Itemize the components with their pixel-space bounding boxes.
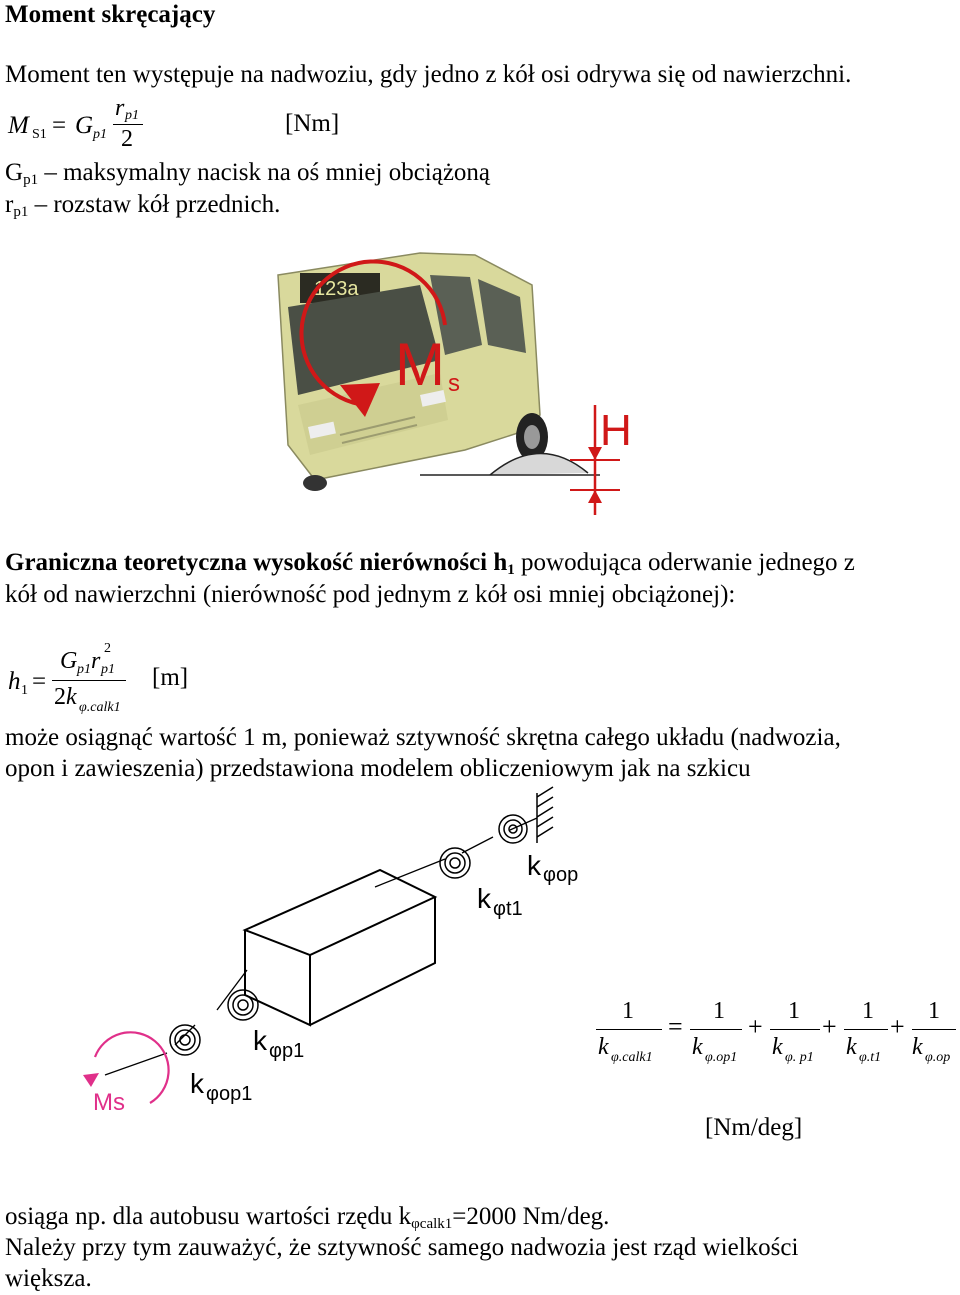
moment-sub: s xyxy=(448,370,460,397)
f3-k-4: k xyxy=(912,1034,923,1060)
formula2-h: h xyxy=(8,668,21,695)
formula2-exp: 2 xyxy=(104,641,111,656)
spring-k-p1 xyxy=(228,990,258,1020)
formula2-r: r xyxy=(91,648,101,674)
formula2-h-sub: 1 xyxy=(21,683,28,698)
formula1-M-sub: S1 xyxy=(32,127,47,142)
fixed-support xyxy=(537,787,553,843)
formula1-M: M xyxy=(8,112,29,139)
formula2-unit: [m] xyxy=(152,664,189,691)
label-k-op-sub: φop xyxy=(543,864,579,886)
label-k-p1: k xyxy=(253,1025,267,1056)
f3-plus-1: + xyxy=(748,1012,763,1041)
f3-num-1: 1 xyxy=(713,998,725,1024)
formula2-eq: = xyxy=(32,668,47,695)
paragraph-model: może osiągnąć wartość 1 m, ponieważ sztywność skrętna całego układu (nadwozia, xyxy=(5,724,841,751)
paragraph-model-line2: opon i zawieszenia) przedstawiona modelem obliczeniowym jak na szkicu xyxy=(5,755,751,782)
formula2-fraction-bar xyxy=(52,680,126,681)
bus-figure xyxy=(270,245,660,525)
f3-sub-1: φ.op1 xyxy=(705,1050,738,1065)
vehicle-body-box xyxy=(245,870,435,1025)
f3-sub-0: φ.calk1 xyxy=(611,1050,653,1065)
label-k-t1: k xyxy=(477,883,491,914)
f3-num-3: 1 xyxy=(862,998,874,1024)
formula2-den-2: 2 xyxy=(54,684,66,710)
intro-paragraph: Moment ten występuje na nadwoziu, gdy jedno z kół osi odrywa się od nawierzchni. xyxy=(5,61,852,88)
route-sign: 123a xyxy=(314,278,359,300)
formula1-r: r xyxy=(115,95,125,121)
paragraph-note: Należy przy tym zauważyć, że sztywność samego nadwozia jest rząd wielkości xyxy=(5,1234,799,1261)
f3-sub-2: φ. p1 xyxy=(785,1050,814,1065)
f3-num-4: 1 xyxy=(928,998,940,1024)
f3-plus-2: + xyxy=(822,1012,837,1041)
f3-bar-2 xyxy=(770,1029,820,1030)
f3-eq: = xyxy=(668,1012,683,1041)
formula1-eq: = xyxy=(52,112,67,139)
f3-bar-0 xyxy=(596,1029,662,1030)
paragraph-note-line2: większa. xyxy=(5,1265,92,1292)
f3-num-0: 1 xyxy=(622,998,634,1024)
formula1-G-sub: p1 xyxy=(93,127,107,142)
f3-k-0: k xyxy=(598,1034,609,1060)
f3-sub-3: φ.t1 xyxy=(859,1050,882,1065)
f3-unit: [Nm/deg] xyxy=(705,1114,803,1141)
f3-k-1: k xyxy=(692,1034,703,1060)
stiffness-model-figure xyxy=(75,785,615,1130)
f3-bar-1 xyxy=(690,1029,742,1030)
f3-bar-3 xyxy=(844,1029,888,1030)
formula1-unit: [Nm] xyxy=(285,110,340,137)
formula2-k: k xyxy=(66,684,77,710)
f3-k-3: k xyxy=(846,1034,857,1060)
label-k-op: k xyxy=(527,850,541,881)
label-k-t1-sub: φt1 xyxy=(493,898,523,920)
paragraph-example-value: osiąga np. dla autobusu wartości rzędu $k_{\varphi calk1}=2000$ Nm/deg. xyxy=(5,1203,610,1232)
formula1-G: G xyxy=(75,112,94,139)
formula2-G: G xyxy=(60,648,78,674)
paragraph-height-limit: Graniczna teoretyczna wysokość nierówności $h_1$ powodująca oderwanie jednego z xyxy=(5,549,855,578)
f3-plus-3: + xyxy=(890,1012,905,1041)
moment-label: M xyxy=(395,331,445,398)
f3-bar-4 xyxy=(912,1029,956,1030)
formula2-r-sub: p1 xyxy=(101,662,115,677)
spring-k-t1 xyxy=(440,848,470,878)
formula2-k-sub: φ.calk1 xyxy=(79,700,121,715)
moment-label-ms: Ms xyxy=(93,1089,125,1116)
formula2-G-sub: p1 xyxy=(77,662,91,677)
formula1-den: 2 xyxy=(121,126,133,152)
spring-k-op1 xyxy=(170,1025,200,1055)
paragraph-height-limit-line2: kół od nawierzchni (nierówność pod jednym z kół osi mniej obciążonej): xyxy=(5,581,736,608)
label-k-p1-sub: φp1 xyxy=(269,1040,305,1062)
height-label: H xyxy=(600,406,632,455)
definition-r: $r_{p1}$ – rozstaw kół przednich. xyxy=(5,191,281,220)
label-k-op1: k xyxy=(190,1068,204,1099)
label-k-op1-sub: φop1 xyxy=(206,1083,253,1105)
definition-G: $G_{p1}$ – maksymalny nacisk na oś mniej obciążoną xyxy=(5,159,491,188)
f3-sub-4: φ.op xyxy=(925,1050,951,1065)
formula1-r-sub: p1 xyxy=(125,108,139,123)
page-title: Moment skręcający xyxy=(5,1,216,28)
f3-k-2: k xyxy=(772,1034,783,1060)
f3-num-2: 1 xyxy=(788,998,800,1024)
